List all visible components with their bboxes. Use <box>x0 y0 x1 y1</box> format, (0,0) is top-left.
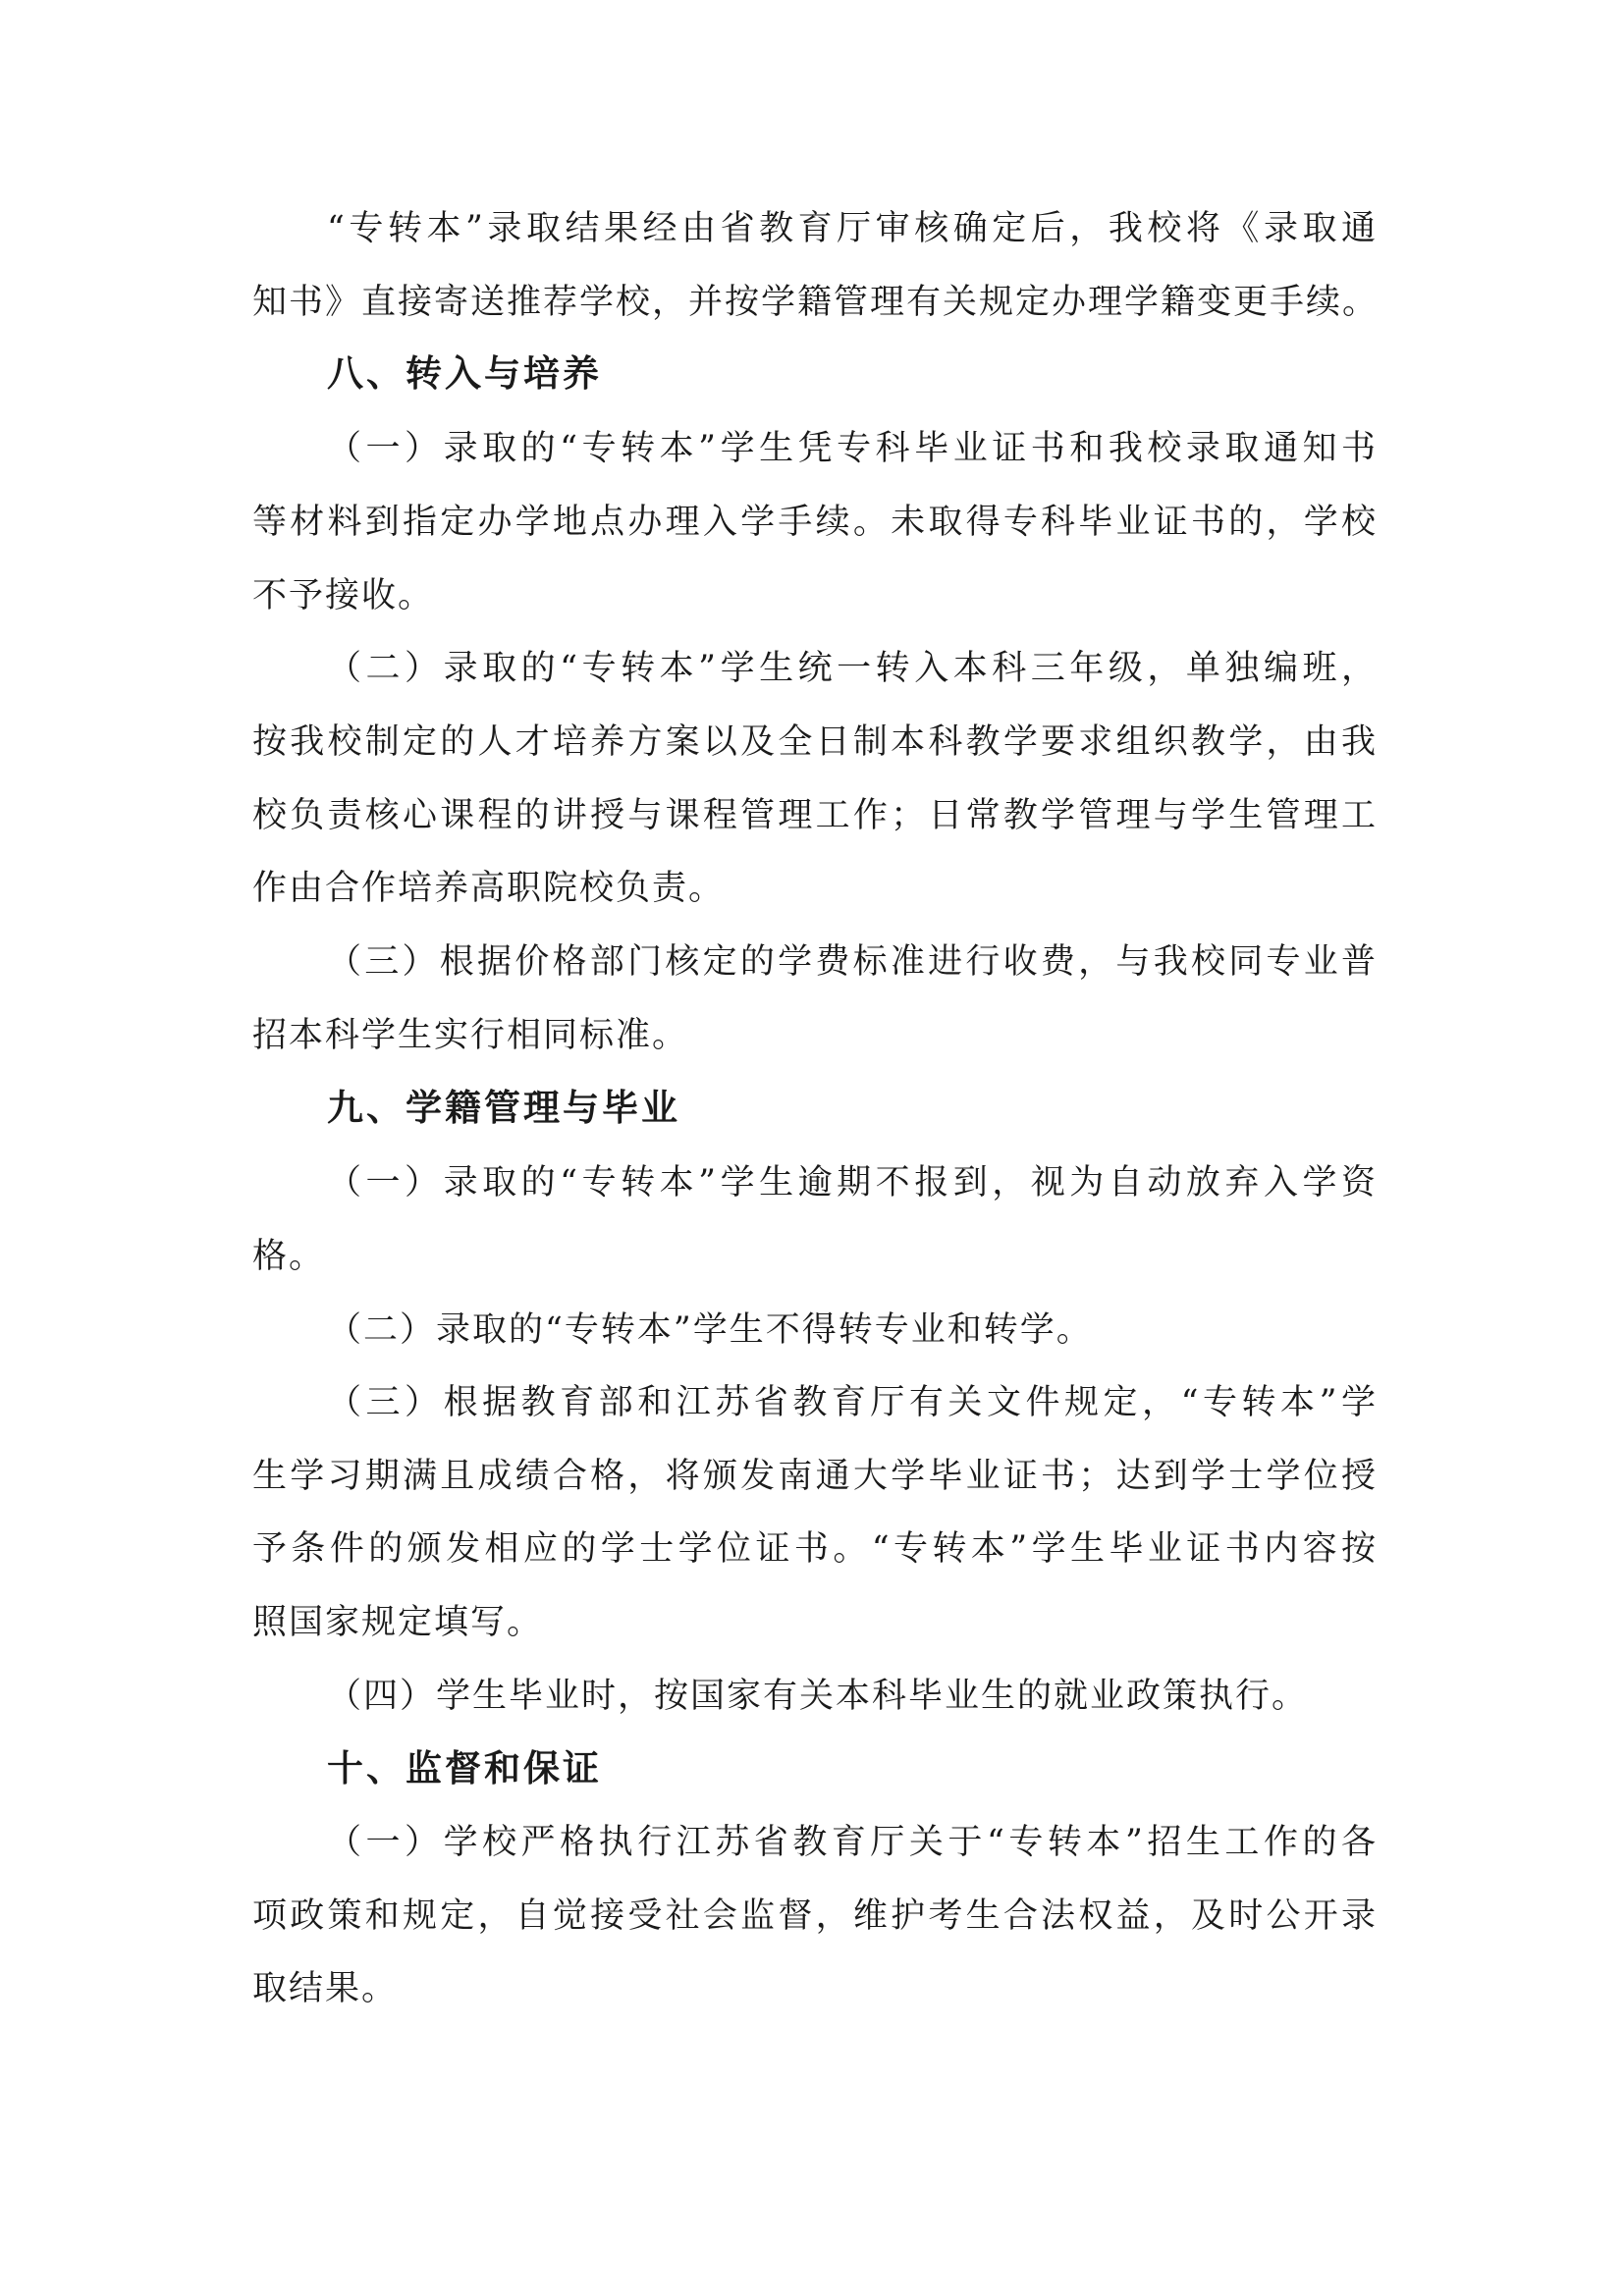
paragraph-line: （一）学校严格执行江苏省教育厅关于“专转本”招生工作的各 <box>327 1823 1378 1862</box>
paragraph-line: 生学习期满且成绩合格，将颁发南通大学毕业证书；达到学士学位授 <box>252 1457 1378 1496</box>
paragraph-line: 校负责核心课程的讲授与课程管理工作；日常教学管理与学生管理工 <box>252 796 1378 835</box>
paragraph-line: 照国家规定填写。 <box>252 1603 544 1642</box>
paragraph-line: “专转本”录取结果经由省教育厅审核确定后，我校将《录取通 <box>327 209 1378 248</box>
paragraph-line: 取结果。 <box>252 1969 399 2008</box>
paragraph-line: 不予接收。 <box>252 576 435 615</box>
paragraph-line: 予条件的颁发相应的学士学位证书。“专转本”学生毕业证书内容按 <box>252 1529 1378 1569</box>
paragraph-line: （三）根据教育部和江苏省教育厅有关文件规定，“专转本”学 <box>327 1383 1378 1422</box>
paragraph-line: 按我校制定的人才培养方案以及全日制本科教学要求组织教学，由我 <box>252 722 1378 762</box>
paragraph-line: 知书》直接寄送推荐学校，并按学籍管理有关规定办理学籍变更手续。 <box>252 283 1380 322</box>
paragraph-line: （二）录取的“专转本”学生统一转入本科三年级，单独编班， <box>327 649 1378 688</box>
paragraph-line: 项政策和规定，自觉接受社会监督，维护考生合法权益，及时公开录 <box>252 1896 1378 1936</box>
section-heading: 九、学籍管理与毕业 <box>327 1087 680 1129</box>
paragraph-line: （四）学生毕业时，按国家有关本科毕业生的就业政策执行。 <box>327 1677 1309 1716</box>
paragraph-line: （三）根据价格部门核定的学费标准进行收费，与我校同专业普 <box>327 942 1378 982</box>
paragraph-line: （一）录取的“专转本”学生凭专科毕业证书和我校录取通知书 <box>327 429 1378 468</box>
paragraph-line: 招本科学生实行相同标准。 <box>252 1016 689 1055</box>
paragraph-line: （一）录取的“专转本”学生逾期不报到，视为自动放弃入学资 <box>327 1163 1378 1202</box>
paragraph-line: 等材料到指定办学地点办理入学手续。未取得专科毕业证书的，学校 <box>252 503 1378 542</box>
section-heading: 十、监督和保证 <box>327 1747 602 1789</box>
paragraph-line: 作由合作培养高职院校负责。 <box>252 869 726 908</box>
paragraph-line: （二）录取的“专转本”学生不得转专业和转学。 <box>327 1310 1093 1350</box>
section-heading: 八、转入与培养 <box>327 352 602 395</box>
paragraph-line: 格。 <box>252 1237 326 1276</box>
